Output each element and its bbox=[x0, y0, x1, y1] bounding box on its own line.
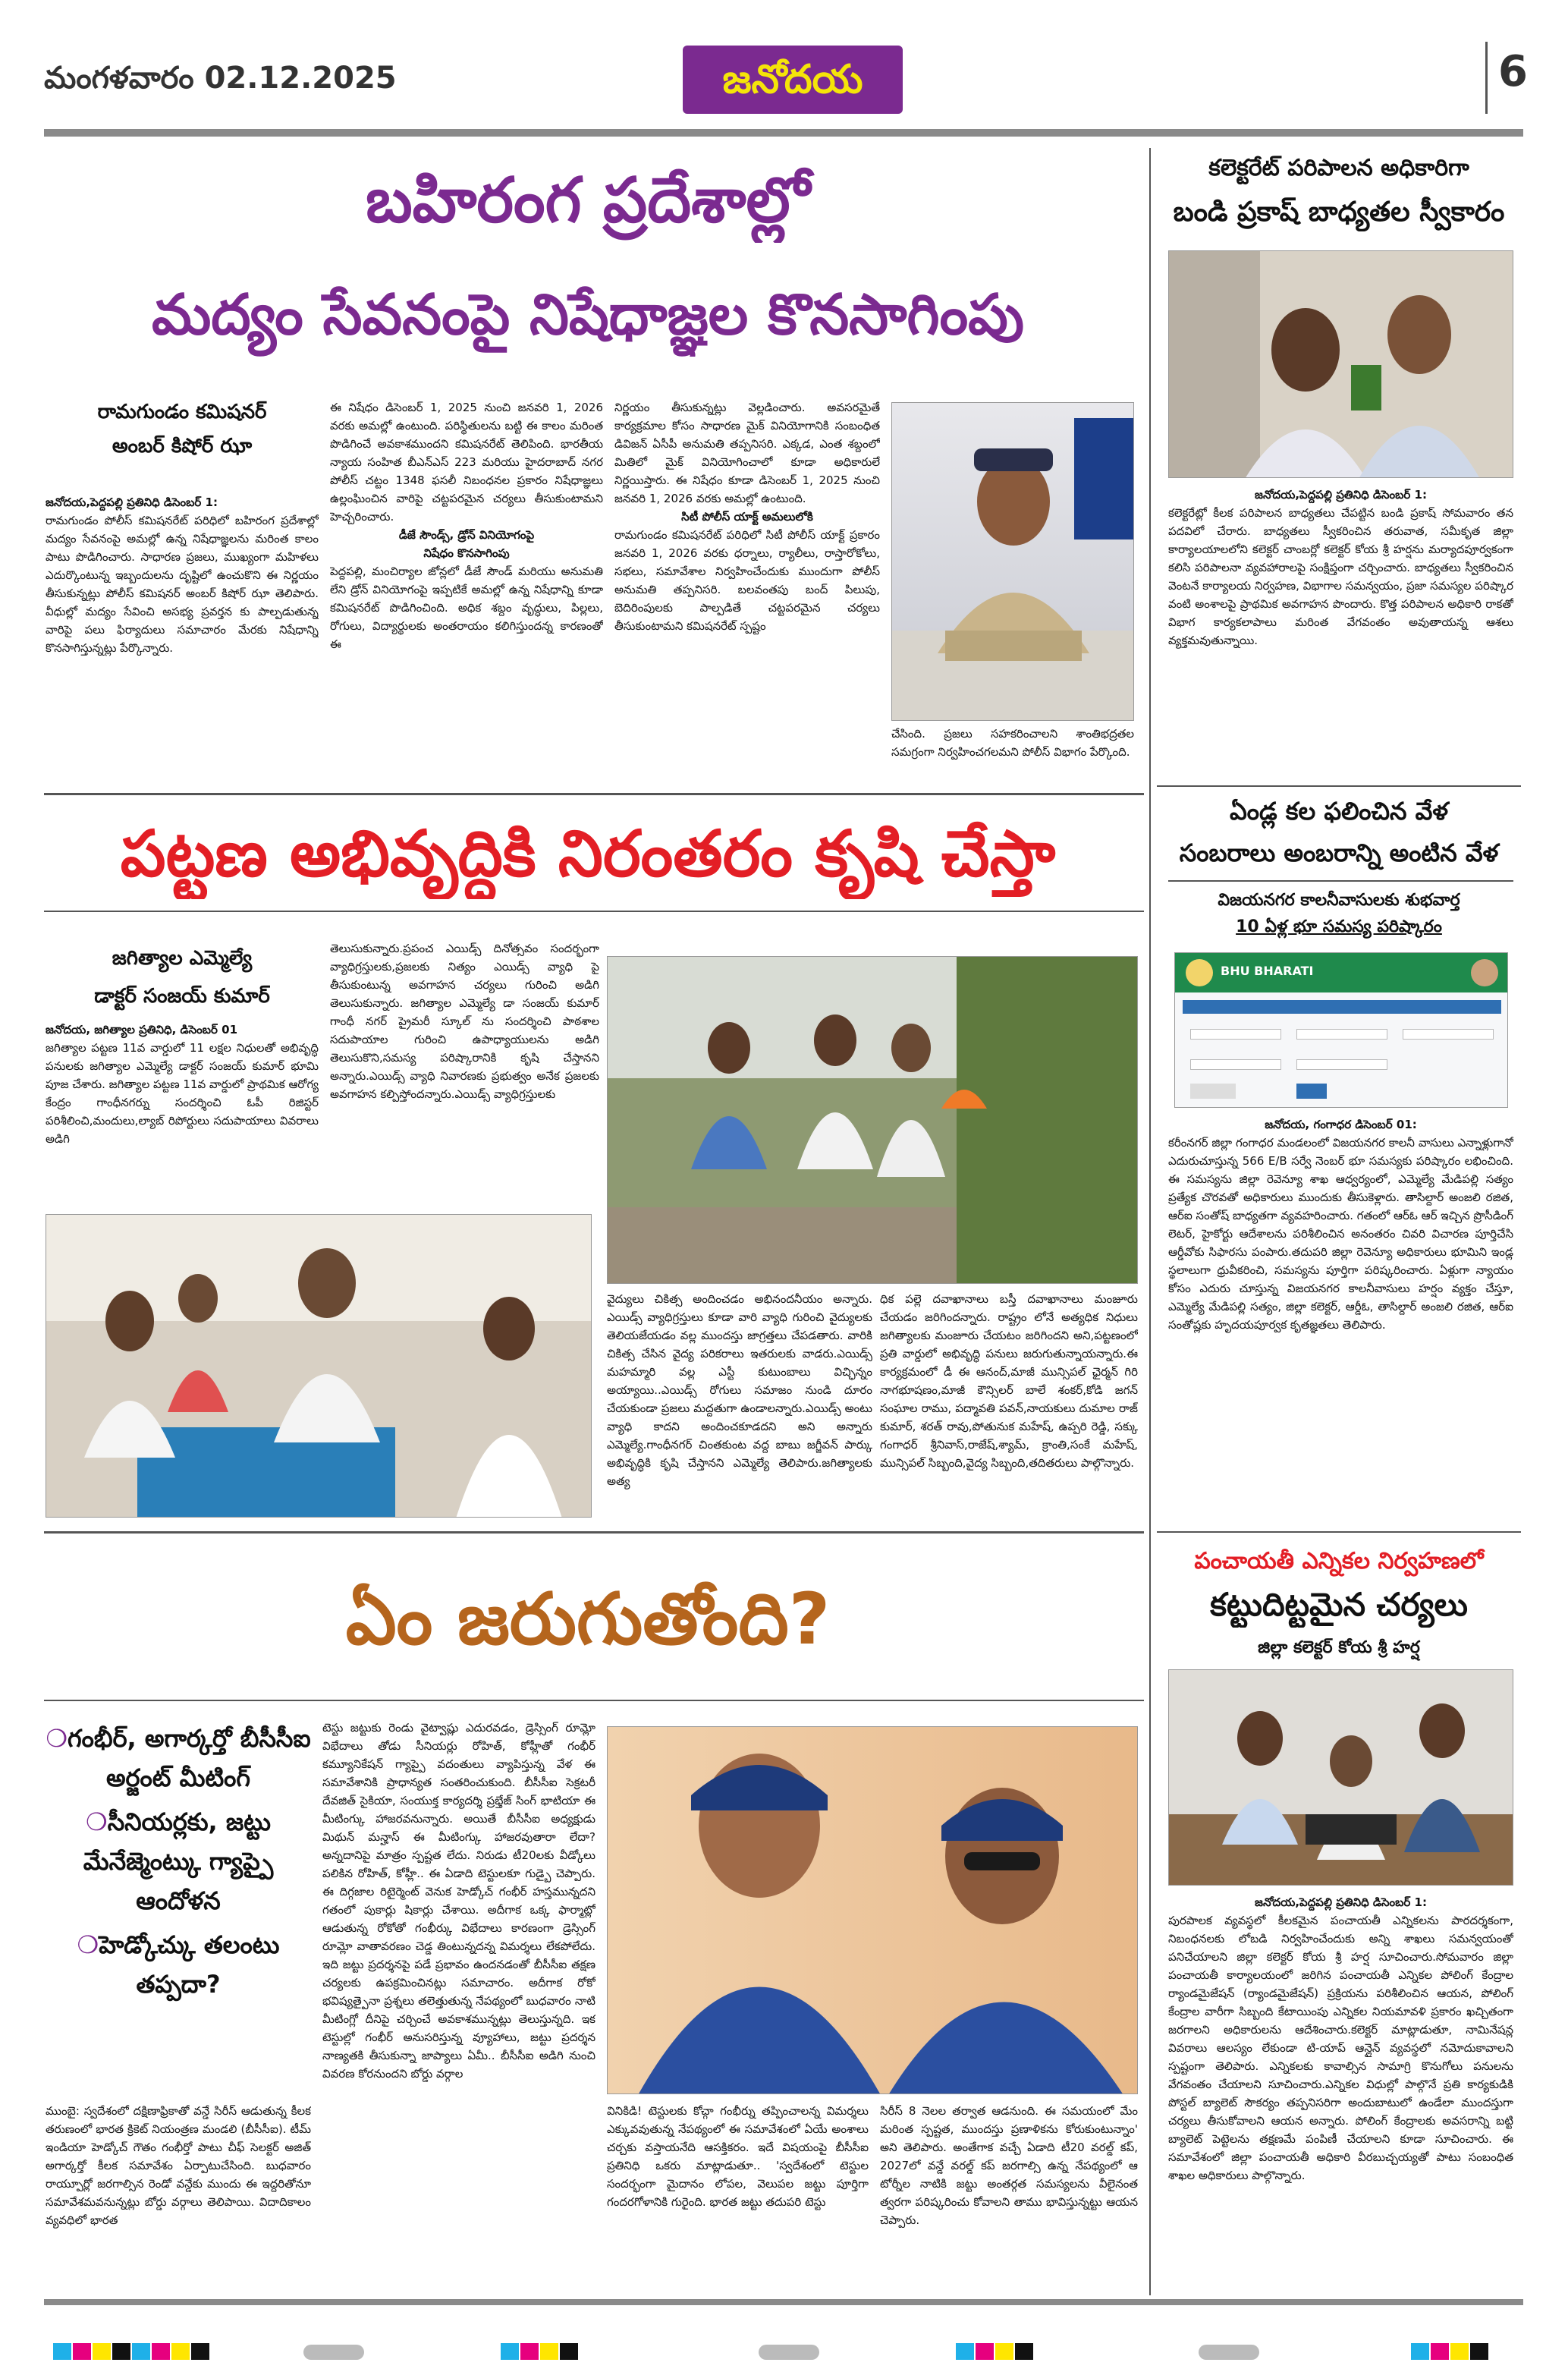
color-bar-icon bbox=[171, 2343, 190, 2360]
side3-title-line2: కట్టుదిట్టమైన చర్యలు bbox=[1210, 1586, 1468, 1623]
bhu-bharati-portal-screenshot bbox=[1174, 952, 1508, 1108]
color-bar-icon bbox=[540, 2343, 558, 2360]
story3-col2 bbox=[322, 1719, 595, 2292]
story1-col4 bbox=[891, 725, 1134, 782]
color-bar-icon bbox=[93, 2343, 111, 2360]
story3-bullet-1-text: గంభీర్, అగార్కర్తో బీసీసీఐ అర్జంట్ మీటింగ్ bbox=[68, 1724, 311, 1792]
footer-registration-marks bbox=[0, 2337, 1568, 2367]
side2-bottom-rule bbox=[1157, 1531, 1521, 1533]
story2-col2-text: తెలుసుకున్నారు.ప్రపంచ ఎయిడ్స్ దినోత్సవం సందర్భంగా వ్యాధిగ్రస్తులకు,ప్రజలకు నిత్యం ఎయిడ్స్ వ్యాధి పై తీసుకుంటున్న అవగాహన చర్యలు గురించి అడిగి తెలుసుకున్నారు. జగిత్యాల ఎమ్మెల్యే డా సంజయ్ కుమార్ గాంధీ నగర్ ప్రైమరీ స్కూల్ ను సందర్శించి పాఠశాల సదుపాయాల గురించి ఉపాధ్యాయులను అడిగి తెలుసుకొని,సమస్య పరిష్కారానికి కృషి చేస్తానని అన్నారు.ఎయిడ్స్ వ్యాధి నివారణకు ప్రభుత్వం అనేక ప్రజలకు అవగాహన కల్పిస్తోందన్నారు.ఎయిడ్స్ వ్యాధిగ్రస్తులకు bbox=[330, 942, 599, 1101]
story2-photo-site bbox=[607, 956, 1138, 1284]
registration-oval-icon bbox=[759, 2345, 819, 2360]
color-bar-icon bbox=[112, 2343, 130, 2360]
story1-col1-text: రామగుండం పోలీస్ కమిషనరేట్ పరిధిలో బహిరంగ ప్రదేశాల్లో మద్యం సేవనంపై అమల్లో ఉన్న నిషేధాజ్ఞలను మరింత కాలం పాటు పొడిగించారు. సాధారణ ప్రజలు, ముఖ్యంగా మహిళలు ఎదుర్కొంటున్న ఇబ్బందులను దృష్టిలో ఉంచుకొని ఈ నిర్ణయం తీసుకున్నట్లు పోలీస్ కమిషనర్ అంబర్ కిషోర్ ఝా తెలిపారు. వీధుల్లో మద్యం సేవించి అసభ్య ప్రవర్తన కు పాల్పడుతున్న వారిపై పలు ఫిర్యాదులు సమాచారం మేరకు నిషేధాన్ని కొనసాగిస్తున్నట్లు పేర్కొన్నారు. bbox=[46, 514, 319, 655]
story3-bullet-2 bbox=[46, 1802, 311, 1920]
portal-form-field-4 bbox=[1190, 1059, 1281, 1070]
side2-body bbox=[1168, 1115, 1513, 1518]
color-bar-icon bbox=[1015, 2343, 1033, 2360]
side3-body bbox=[1168, 1893, 1513, 2292]
story1-col2-head1: డీజే సౌండ్స్, డ్రోన్ వినియోగంపై bbox=[398, 528, 535, 542]
gambhir-agarkar-photo bbox=[607, 1726, 1138, 2094]
story3-col1 bbox=[46, 2102, 311, 2292]
side3-body-text: పురపాలక వ్యవస్థలో కీలకమైన పంచాయతీ ఎన్నికలను పారదర్శకంగా, నిబంధనలకు లోబడి నిర్వహించేందుకు అన్ని శాఖలు సమన్వయంతో పనిచేయాలని జిల్లా కలెక్టర్ కోయ శ్రీ హర్ష సూచించారు.సోమవారం జిల్లా పంచాయతీ కార్యాలయంలో జరిగిన పంచాయతీ ఎన్నికల పోలింగ్ కేంద్రాల ర్యాండమైజేషన్ (ర్యాండమైజేషన్) ప్రక్రియను పరిశీలించిన ఆయన, పోలింగ్ కేంద్రాల వారీగా సిబ్బంది కేటాయింపు ఎన్నికల నియమావళి ప్రకారం ఖచ్చితంగా జరగాలని అధికారులను ఆదేశించారు.కలెక్టర్ మాట్లాడుతూ, నామినేషన్ల వివరాలు ఆలస్యం లేకుండా టి-యాప్ ఆన్లైన్ వ్యవస్థలో నమోదుకావాలని స్పష్టంగా తెలిపారు. ఎన్నికలకు కావాల్సిన సామాగ్రి కొనుగోలు పనులను వేగవంతం చేయాలని సూచించారు.ఎన్నికల విధుల్లో పాల్గొనే ప్రతి కార్యకుడికి పోస్టల్ బ్యాలెట్ సౌకర్యం తప్పనిసరిగా అందుబాటులో ఉండేలా ముందస్తుగా చర్యలు తీసుకోవాలని ఆయన అన్నారు. పోలింగ్ కేంద్రాలకు అవసరాన్ని బట్టి బ్యాలెట్ పెట్టెలను తక్షణమే పంపిణీ చేయాలని కూడా సూచించారు. ఈ సమావేశంలో జిల్లా పంచాయతీ అధికారి వీరబుచ్చయ్యతో పాటు సంబంధిత శాఖల అధికారులు పాల్గొన్నారు. bbox=[1168, 1914, 1513, 2182]
side2-dateline: జనోదయ, గంగాధర డిసెంబర్ 01: bbox=[1265, 1118, 1417, 1131]
color-bar-icon bbox=[1411, 2343, 1429, 2360]
portal-emblem-icon bbox=[1186, 959, 1213, 986]
side1-bottom-rule bbox=[1157, 785, 1521, 787]
side1-body-text: కలెక్టరేట్లో కీలక పరిపాలన బాధ్యతలు చేపట్టిన బండి ప్రకాష్ సోమవారం తన పదవిలో చేరారు. బాధ్యతలు స్వీకరించిన తరువాత, సమీకృత జిల్లా కార్యాలయాలలోని కలెక్టర్ చాంబర్లో కలెక్టర్ కోయ శ్రీ హర్షను మర్యాదపూర్వకంగా కలిసి పరిపాలనా వ్యవహారాలపై సంక్షిప్తంగా చర్చించారు. బాధ్యతలు స్వీకరించిన వెంటనే కార్యాలయ నిర్వహణ, విభాగాల సమన్వయం, ప్రజా సమస్యల పరిష్కార వంటి అంశాలపై ప్రాథమిక అవగాహన పొందారు. కొత్త పరిపాలన అధికారి రాకతో విభాగ కార్యకలాపాలు మరింత వేగవంతం అవుతాయన్న ఆశలు వ్యక్తమవుతున్నాయి. bbox=[1168, 506, 1513, 647]
story1-col2 bbox=[330, 398, 603, 782]
story3-col3 bbox=[607, 2102, 869, 2292]
color-bar-icon bbox=[1431, 2343, 1449, 2360]
side3-dateline: జనోదయ,పెద్దపల్లి ప్రతినిధి డిసెంబర్ 1: bbox=[1255, 1895, 1427, 1909]
story3-col1-text: ముంబై: స్వదేశంలో దక్షిణాఫ్రికాతో వన్డే సిరీస్ ఆడుతున్న కీలక తరుణంలో భారత క్రికెట్ నియంత్రణ మండలి (బీసీసీఐ). టీమ్ ఇండియా హెడ్కోచ్ గౌతం గంభీర్తో పాటు చీఫ్ సెలక్టర్ అజిత్ అగార్కర్తో కీలక సమావేశం ఏర్పాటుచేసింది. బుధవారం రాయ్పూర్లో జరగాల్సిన రెండో వన్డేకు ముందు ఈ ఇద్దరితోనూ సమావేశమవనున్నట్లు బోర్డు వర్గాలు తెలిపాయి. విదాదికాలం వ్యవధిలో భారత bbox=[46, 2104, 311, 2227]
issue-date: మంగళవారం 02.12.2025 bbox=[44, 61, 397, 96]
story2-photo-hospital bbox=[46, 1214, 592, 1518]
portal-form-field-5 bbox=[1296, 1059, 1387, 1070]
story2-title: పట్టణ అభివృద్ధికి నిరంతరం కృషి చేస్తా bbox=[120, 816, 1056, 891]
story2-col1-text: జగిత్యాల పట్టణ 11వ వార్డులో 11 లక్షల నిధులతో అభివృద్ధి పనులకు జగిత్యాల ఎమ్మెల్యే డాక్టర్ సంజయ్ కుమార్ భూమి పూజ చేశారు. జగిత్యాల పట్టణ 11వ వార్డులో ప్రాథమిక ఆరోగ్య కేంద్రం గాంధీనగర్ను సందర్శించి ఓపీ రిజిస్టర్ పరిశీలించి,మందులు,ల్యాబ్ రిపోర్టులు సదుపాయాలు వివరాలు అడిగి bbox=[46, 1041, 319, 1146]
collector-meeting-image bbox=[1169, 1670, 1513, 1886]
color-bar-icon bbox=[976, 2343, 994, 2360]
story2-sub2: డాక్టర్ సంజయ్ కుమార్ bbox=[94, 985, 270, 1008]
story1-title-line1: బహిరంగ ప్రదేశాల్లో bbox=[366, 165, 810, 237]
story2-col4 bbox=[880, 1290, 1138, 1518]
story2-col3 bbox=[607, 1290, 872, 1518]
story1-col3b-text: రామగుండం కమిషనరేట్ పరిధిలో సిటీ పోలీస్ యాక్ట్ ప్రకారం జనవరి 1, 2026 వరకు ధర్నాలు, ర్యాలీలు, రాస్తారోకోలు, సభలు, సమావేశాల నిర్వహించేందుకు ముందుగా పోలీస్ అనుమతి తప్పనిసరి. బలవంతపు బంద్ పిలుపు, బెదిరింపులకు పాల్పడితే చట్టపరమైన చర్యలు తీసుకుంటామని కమిషనరేట్ స్పష్టం bbox=[614, 528, 880, 633]
story1-sub1: రామగుండం కమిషనర్ bbox=[97, 401, 267, 423]
story2-sub1: జగిత్యాల ఎమ్మెల్యే bbox=[112, 947, 253, 970]
masthead-rule bbox=[44, 129, 1523, 137]
color-bar-icon bbox=[501, 2343, 519, 2360]
story3-title: ఏం జరుగుతోంది? bbox=[345, 1578, 831, 1661]
side2-title-line1: ఏండ్ల కల ఫలించిన వేళ bbox=[1229, 797, 1448, 826]
story1-bottom-rule bbox=[44, 793, 1144, 795]
portal-form-field-2 bbox=[1296, 1029, 1387, 1040]
story2-bottom-rule bbox=[44, 1531, 1144, 1534]
color-bar-icon bbox=[132, 2343, 150, 2360]
bullet-icon: ❍ bbox=[86, 1807, 108, 1836]
story1-col3-head: సిటీ పోలీస్ యాక్ట్ అమలులోకి bbox=[681, 510, 813, 524]
side1-title-line1: కలెక్టరేట్ పరిపాలన అధికారిగా bbox=[1208, 155, 1469, 181]
side3-photo bbox=[1168, 1669, 1513, 1886]
registration-oval-icon bbox=[1199, 2345, 1259, 2360]
story3-bullet-2-text: సీనియర్లకు, జట్టు మేనేజ్మెంట్కు గ్యాప్పై ఆందోళన bbox=[83, 1807, 274, 1915]
column-divider-right bbox=[1149, 148, 1151, 2295]
story1-col2b-text: పెద్దపల్లి, మంచిర్యాల జోన్లలో డీజే సౌండ్ మరియు అనుమతి లేని డ్రోన్ వినియోగంపై ఇప్పటికే అమల్లో ఉన్న నిషేధాన్ని కూడా కమిషనరేట్ పొడిగించింది. అధిక శబ్దం వృద్ధులు, పిల్లలు, రోగులు, విద్యార్థులకు అంతరాయం కలిగిస్తుందన్న కారణంతో ఈ bbox=[330, 565, 603, 651]
story1-col1 bbox=[46, 493, 319, 782]
side1-photo bbox=[1168, 250, 1513, 478]
page-number-divider bbox=[1485, 42, 1488, 114]
side1-body bbox=[1168, 486, 1513, 778]
commissioner-portrait-image bbox=[892, 403, 1134, 721]
bullet-icon: ❍ bbox=[77, 1930, 99, 1959]
story1-col2-text: ఈ నిషేధం డిసెంబర్ 1, 2025 నుంచి జనవరి 1, 2026 వరకు అమల్లో ఉంటుంది. పరిస్థితులను బట్టి ఈ కాలం మరింత పొడిగించే అవకాశముందని కమిషనరేట్ తెలిపింది. భారతీయ న్యాయ సంహిత బీఎన్ఎస్ 223 మరియు హైదరాబాద్ నగర పోలీస్ చట్టం 1348 ఫసలీ నిబంధనల ప్రకారం నిషేధాజ్ఞలు ఉల్లంఘించిన వారిపై చట్టపరమైన చర్యలు తీసుకుంటామని హెచ్చరించారు. bbox=[330, 401, 603, 524]
color-bar-icon bbox=[53, 2343, 71, 2360]
color-bar-icon bbox=[1470, 2343, 1488, 2360]
site-inspection-image bbox=[608, 957, 1138, 1284]
side2-body-text: కరీంనగర్ జిల్లా గంగాధర మండలంలో విజయనగర కాలనీ వాసులు ఎన్నాళ్లుగానో ఎదురుచూస్తున్న 566 E/B సర్వే నెంబర్ భూ సమస్యకు పరిష్కారం లభించింది. ఈ సమస్యను జిల్లా రెవెన్యూ శాఖ ఆధ్వర్యంలో, ఎమ్మెల్యే మేడిపల్లి సత్యం ప్రత్యేక చొరవతో అధికారులు ముందుకు తీసుకెళ్లారు. తాసిల్దార్ అంజలి రజిత, ఆర్ఐ సంతోష్ బాధ్యతగా వ్యవహరించారు. గతంలో ఆర్ఓ ఆర్ ఇచ్చిన ప్రొసీడింగ్ లెటర్, హైకోర్టు ఆదేశాలను పరిశీలించిన అనంతరం చివరి విచారణ పూర్తిచేసి ఆర్డీవోకు సిఫారసు పంపారు.తదుపరి జిల్లా రెవెన్యూ అధికారులు భూమిని ఇండ్ల స్థలాలుగా ధ్రువీకరించి, సమస్యను పూర్తిగా పరిష్కరించారు. ఏళ్లుగా న్యాయం కోసం ఎదురు చూస్తున్న విజయనగర కాలనీవాసులు హర్షం వ్యక్తం చేస్తూ, ఎమ్మెల్యే మేడిపల్లి సత్యం, జిల్లా కలెక్టర్, ఆర్డీఓ, తాసిల్దార్ అంజలి రజిత, ఆర్ఐ సంతోష్లకు హృదయపూర్వక కృతజ్ఞతలు తెలిపారు. bbox=[1168, 1136, 1513, 1332]
story3-bullet-3 bbox=[46, 1925, 311, 2004]
portal-header-bar bbox=[1175, 953, 1508, 992]
cricket-officials-image bbox=[608, 1727, 1138, 2094]
story3-col4 bbox=[880, 2102, 1138, 2292]
color-bar-icon bbox=[73, 2343, 91, 2360]
story2-dateline: జనోదయ, జగిత్యాల ప్రతినిధి, డిసెంబర్ 01 bbox=[46, 1023, 238, 1037]
side1-dateline: జనోదయ,పెద్దపల్లి ప్రతినిధి డిసెంబర్ 1: bbox=[1255, 488, 1427, 502]
story3-col3-text: వినికిడి! టెస్టులకు కోచ్గా గంభీర్ను తప్పించాలన్న విమర్శలు ఎక్కువవుతున్న నేపథ్యంలో ఈ సమావేశంలో ఏయే అంశాలు చర్చకు వస్తాయనేది ఆసక్తికరం. ఇదే విషయంపై బీసీసీఐ ప్రతినిధి ఒకరు మాట్లాడుతూ.. 'స్వదేశంలో టెస్టుల సందర్భంగా మైదానం లోపల, వెలుపల జట్టు పూర్తిగా గందరగోళానికి గురైంది. భారత జట్టు తదుపరి టెస్టు bbox=[607, 2104, 869, 2209]
masthead bbox=[0, 0, 1568, 137]
story1-col4-text: చేసింది. ప్రజలు సహకరించాలని శాంతిభద్రతల సమగ్రంగా నిర్వహించగలమని పోలీస్ విభాగం పేర్కొంది. bbox=[891, 727, 1134, 759]
portal-fetch-button bbox=[1296, 1084, 1327, 1099]
hospital-visit-image bbox=[46, 1215, 592, 1518]
color-bar-icon bbox=[560, 2343, 578, 2360]
portal-cm-photo-icon bbox=[1471, 959, 1498, 986]
side3-title-line1: పంచాయతీ ఎన్నికల నిర్వహణలో bbox=[1194, 1548, 1484, 1574]
side2-kicker1: విజయనగర కాలనీవాసులకు శుభవార్త bbox=[1218, 891, 1460, 910]
story2-col4-text: ధిక పల్లె దవాఖానాలు బస్తీ దవాఖానాలు మంజూరు చేయడం జరిగిందన్నారు. రాష్ట్రం లోనే అత్యధిక నిధులు జగిత్యాలకు మంజూరు చేయటం జరిగిందని అని,పట్టణంలో ప్రతి వార్డులో అభివృద్ధి పనులు జరుగుతున్నాయన్నారు.ఈ కార్యక్రమంలో డీ ఈ ఆనంద్,మాజీ మున్సిపల్ ఛైర్మన్ గిరి నాగభూషణం,మాజీ కౌన్సిలర్ బాలే శంకర్,కోడి జగన్ సంఘాల రాము, పద్మావతి పవన్,నాయకులు దుమాల రాజ్ కుమార్, శరత్ రావు,పోతునుక మహేష్, ఉప్పరి రెడ్డి, సక్కు గంగాధర్ శ్రీనివాస్,రాజేష్,శ్యామ్, క్రాంతి,సంకే మహేష్, మున్సిపల్ సిబ్బంది,వైద్య సిబ్బంది,తదితరులు పాల్గొన్నారు. bbox=[880, 1292, 1138, 1470]
portal-form-field-3 bbox=[1403, 1029, 1494, 1040]
color-bar-icon bbox=[520, 2343, 539, 2360]
story3-title-rule bbox=[44, 1700, 1144, 1701]
color-bar-icon bbox=[152, 2343, 170, 2360]
color-bar-icon bbox=[995, 2343, 1013, 2360]
story1-sub2: అంబర్ కిషోర్ ఝా bbox=[112, 435, 253, 458]
story1-dateline: జనోదయ,పెద్దపల్లి ప్రతినిధి డిసెంబర్ 1: bbox=[46, 495, 218, 509]
story2-col3-text: వైద్యులు చికిత్స అందించడం అభినందనీయం అన్నారు. ఎయిడ్స్ వ్యాధిగ్రస్తులు కూడా వారి వ్యాధి గురించి వైద్యులకు తెలియజేయడం వల్ల ముందస్తు జాగ్రత్తలు చేపడతారు. వారికి చికిత్స చేసిన వైద్య పరికరాలు ఇతరులకు వాడరు.ఎయిడ్స్ మహమ్మారి వల్ల ఎస్టీ కుటుంబాలు విచ్ఛిన్నం అయ్యాయి..ఎయిడ్స్ రోగులు సమాజం నుండి దూరం చేయకుండా ప్రజలు మద్దతుగా ఉండాలన్నారు.ఎయిడ్స్ అంటు వ్యాధి కాదని అందించకూడదని అని అన్నారు ఎమ్మెల్యే.గాంధీనగర్ చింతకుంట వద్ద బాబు జగ్జీవన్ పార్కు అభివృద్ధికి కృషి చేస్తానని ఎమ్మెల్యే తెలిపారు.జగిత్యాలకు అత్య bbox=[607, 1292, 872, 1488]
story3-bullets bbox=[46, 1719, 311, 2098]
story1-col2-head2: నిషేధం కొనసాగింపు bbox=[423, 546, 510, 560]
page-number: 6 bbox=[1498, 47, 1528, 96]
handover-photo-image bbox=[1169, 251, 1513, 478]
portal-form-bar bbox=[1183, 1000, 1501, 1014]
side1-title-line2: బండి ప్రకాష్ బాధ్యతల స్వీకారం bbox=[1173, 197, 1505, 228]
newspaper-logo bbox=[683, 46, 903, 114]
color-bar-icon bbox=[1450, 2343, 1469, 2360]
story2-col2 bbox=[330, 939, 599, 1206]
story2-col1 bbox=[46, 1021, 319, 1206]
portal-form-field-1 bbox=[1190, 1029, 1281, 1040]
story3-col4-text: సిరీస్ 8 నెలల తర్వాత ఆడనుంది. ఈ సమయంలో మేం మరింత స్పష్టత, ముందస్తు ప్రణాళికను కోరుకుంటున్నాం' అని తెలిపారు. అంతేగాక వచ్చే ఏడాది టీ20 వరల్డ్ కప్, 2027లో వన్డే వరల్డ్ కప్ జరగాల్సి ఉన్న నేపథ్యంలో ఆ టోర్నీల నాటికి జట్టు అంతర్గత సమస్యలను వీలైనంత త్వరగా పరిష్కరించు కోవాలని తాము భావిస్తున్నట్టు ఆయన చెప్పారు. bbox=[880, 2104, 1138, 2227]
color-bar-icon bbox=[191, 2343, 209, 2360]
color-bar-icon bbox=[956, 2343, 974, 2360]
story3-bullet-1 bbox=[46, 1719, 311, 1798]
portal-name: BHU BHARATI bbox=[1221, 964, 1314, 978]
side2-title-line2: సంబరాలు అంబరాన్ని అంటిన వేళ bbox=[1179, 838, 1499, 867]
story3-col2-text: టెస్టు జట్టుకు రెండు వైట్వాష్లు ఎదురవడం, డ్రెస్సింగ్ రూమ్లో విభేదాలు తోడు సీనియర్లు రోహిత్, కోహ్లీతో గంభీర్ కమ్యూనికేషన్ గ్యాప్పై వదంతులు వ్యాపిస్తున్న వేళ ఈ సమావేశానికి ప్రాధాన్యత సంతరించుకుంది. బీసీసీఐ సెక్రటరీ దేవజిత్ సైకియా, సంయుక్త కార్యదర్శి ప్రభ్తేజ్ సింగ్ భాటియా ఈ మీటింగ్కు హాజరవనున్నారు. అయితే బీసీసీఐ అధ్యక్షుడు మిథున్ మన్హాస్ ఈ మీటింగ్కు హాజరవుతారా లేదా? అన్నదానిపై మాత్రం స్పష్టత లేదు. నిరుడు టీ20లకు వీడ్కోలు పలికిన రోహిత్, కోహ్లీ.. ఈ ఏడాది టెస్టులకూ గుడ్బై చెప్పారు. ఈ దిగ్గజాల రిటైర్మెంట్ వెనుక హెడ్కోచ్ గంభీర్ హస్తమున్నదని గతంలో పుకార్లు షికార్లు చేశాయి. అదీగాక ఒక్క ఫార్మాట్లో ఆడుతున్న రోకోతో గంభీర్కు విభేదాలు కారణంగా డ్రెస్సింగ్ రూమ్లో వాతావరణం చెడ్డ తింటున్నదన్న విమర్శలు లేకపోలేదు. ఇది జట్టు ప్రదర్శనపై పడే ప్రభావం ఉందనడంతో బీసీసీఐ తక్షణ చర్యలకు ఉపక్రమించినట్లు సమాచారం. అదీగాక రోకో భవిష్యత్పైనా ప్రశ్నలు తలెత్తుతున్న నేపథ్యంలో బుధవారం నాటి మీటింగ్లో దీనిపై చర్చించే అవకాశమున్నట్లు తెలుస్తున్నది. ఇక టెస్టుల్లో గంభీర్ అనుసరిస్తున్న వ్యూహాలు, జట్టు ప్రదర్శన నాణ్యతకి తీసుకున్నా జాప్యాలు ఏమీ.. బీసీసీఐ అడిగి నుంచి వివరణ కోరనుందని బోర్డు వర్గాల bbox=[322, 1721, 595, 2081]
portal-captcha bbox=[1190, 1084, 1236, 1099]
story1-title-line2: మద్యం సేవనంపై నిషేధాజ్ఞల కొనసాగింపు bbox=[152, 282, 1024, 348]
story1-col3 bbox=[614, 398, 880, 782]
bullet-icon: ❍ bbox=[46, 1724, 68, 1753]
story2-title-rule bbox=[44, 911, 1144, 912]
commissioner-photo bbox=[891, 402, 1134, 721]
registration-oval-icon bbox=[303, 2345, 364, 2360]
story1-col3-text: నిర్ణయం తీసుకున్నట్లు వెల్లడించారు. అవసరమైతే కార్యక్రమాల కోసం సాధారణ మైక్ వినియోగానికి సంబంధిత డివిజన్ ఏసీపీ అనుమతి తప్పనిసరి. ఎక్కడ, ఎంత శబ్దంలో మితిలో మైక్ వినియోగించాలో కూడా అధికారులే నిర్ణయిస్తారు. ఈ నిషేధం కూడా డిసెంబర్ 1, 2025 నుంచి జనవరి 1, 2026 వరకు అమల్లో ఉంటుంది. bbox=[614, 401, 880, 505]
story3-bullet-3-text: హెడ్కోచ్కు తలంటు తప్పదా? bbox=[99, 1930, 280, 1999]
side2-kicker2: 10 ఏళ్ల భూ సమస్య పరిష్కారం bbox=[1236, 917, 1442, 936]
footer-rule bbox=[44, 2299, 1523, 2305]
logo-text: జనోదయ bbox=[722, 57, 863, 102]
side3-sub: జిల్లా కలెక్టర్ కోయ శ్రీ హర్ష bbox=[1258, 1638, 1420, 1657]
side2-title-rule bbox=[1168, 880, 1513, 882]
